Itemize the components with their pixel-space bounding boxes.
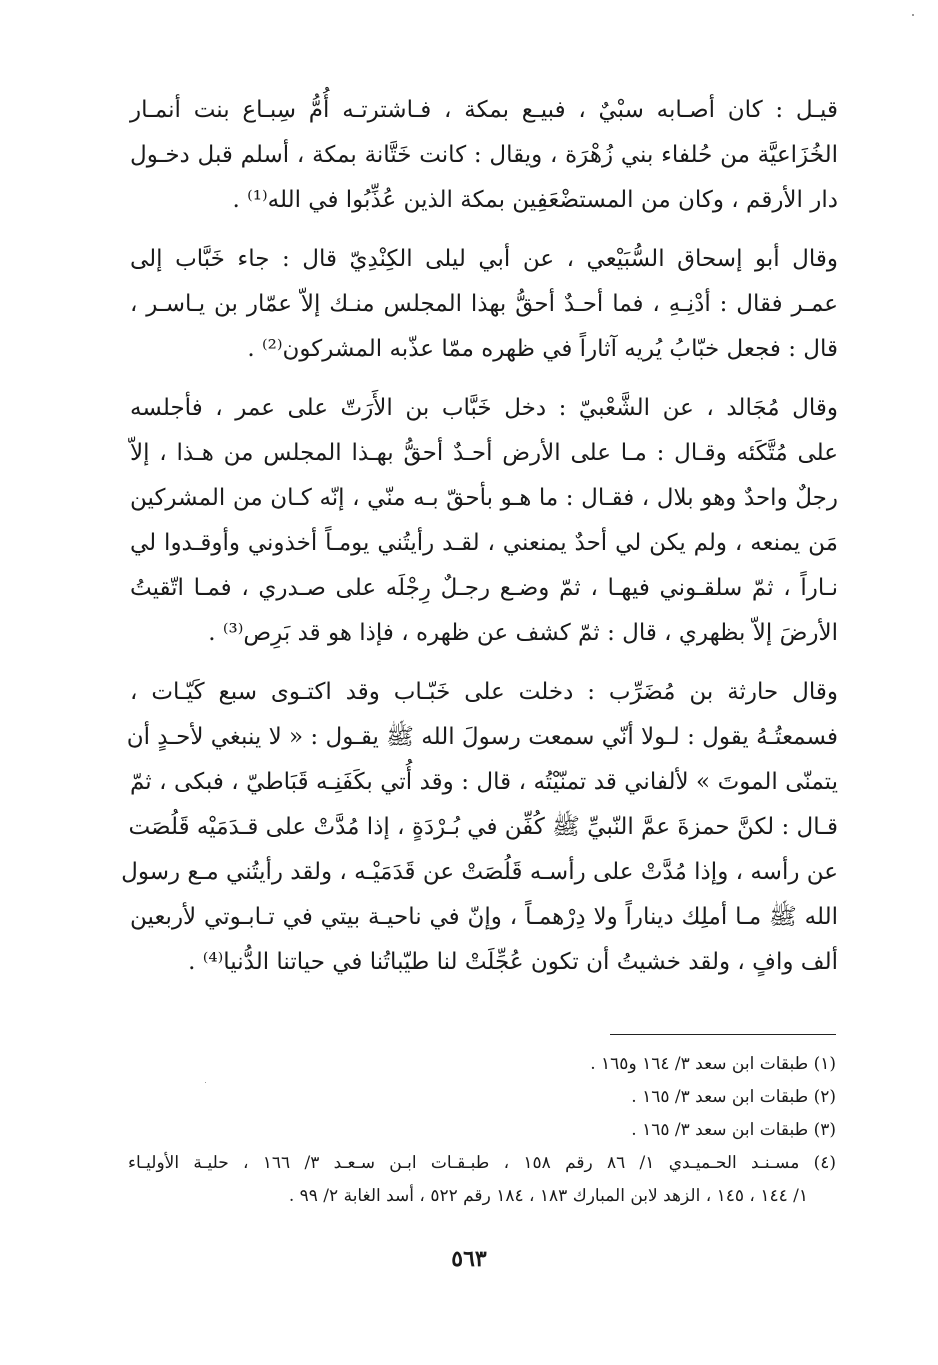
footnote-4: (٤) مسـنـد الحـميـدي ١/ ٨٦ رقم ١٥٨ ، طبـقـات ابـن سـعـد ٣/ ١٦٦ ، حليـة الأوليـاء	[128, 1153, 836, 1173]
text-line: يتمنّى الموتَ » لألفاني قد تمنّيْتُه ، قال : وقد أُتي بكَفَنِـه قَبَاطيّ ، فبكى ، ثمّ	[130, 769, 838, 795]
text-line: مَن يمنعه ، ولم يكن لي أحدٌ يمنعني ، لقـد رأيتُني يومـاً أخذوني وأوقـدوا لي	[130, 530, 838, 556]
footnotes	[128, 1048, 836, 1213]
scan-speck	[205, 1082, 206, 1083]
text-line: فسمعتُـهُ يقول : لـولا أنّي سمعت رسولَ الله ﷺ يقـول : « لا ينبغي لأحـدٍ أن	[126, 724, 838, 750]
footnote-4-continuation: ١/ ١٤٤ ، ١٤٥ ، الزهد لابن المبارك ١٨٣ ، ١٨٤ رقم ٥٢٢ ، أسد الغابة ٢/ ٩٩ .	[288, 1186, 808, 1206]
paragraph-4	[121, 670, 838, 985]
text-line: دار الأرقم ، وكان من المستضْعَفِين بمكة الذين عُذِّبُوا في الله⁽¹⁾ .	[232, 187, 838, 213]
paragraph-1	[130, 88, 838, 223]
text-line: رجلٌ واحدٌ وهو بلال ، فقـال : ما هـو بأحقّ بـه منّي ، إنّه كـان من المشركين	[130, 485, 838, 511]
text-line: قـال : لكنَّ حمزةَ عمَّ النّبيِّ ﷺ كُفِّن في بُـرْدَةٍ ، إذا مُدَّتْ على قـدَمَيْه قَلُصَت	[128, 814, 838, 840]
main-text	[121, 88, 838, 999]
footnote-1: (١) طبقات ابن سعد ٣/ ١٦٤ و١٦٥ .	[590, 1054, 836, 1074]
paragraph-3	[130, 386, 838, 656]
text-line: قيـل : كان أصـابه سبْيٌ ، فبيـع بمكة ، فـاشترتـه أُمُّ سِبـاع بنت أنمـار	[130, 97, 838, 123]
footnote-separator	[610, 1034, 836, 1035]
text-line: الأرضَ إلاّ بظهري ، قال : ثمّ كشف عن ظهره ، فإذا هو قد بَرِص⁽³⁾ .	[208, 620, 838, 646]
text-line: عن رأسه ، وإذا مُدَّتْ على رأسـه قَلُصَتْ عن قَدَمَيْـه ، ولقد رأيتُني مـع رسول	[121, 859, 838, 885]
scan-speck	[912, 14, 914, 16]
text-line: نـاراً ، ثمّ سلقـوني فيهـا ، ثمّ وضـع رجـلٌ رِجْلَه على صـدري ، فمـا اتّقيتُ	[130, 575, 838, 601]
text-line: الله ﷺ مـا أملِك ديناراً ولا دِرْهمـاً ، وإنّ في ناحيـة بيتي في تـابـوتي لأربعين	[130, 904, 838, 930]
text-line: على مُتَّكَئه وقـال : مـا على الأرض أحـدٌ أحقُّ بهـذا المجلس من هـذا ، إلاّ	[130, 440, 838, 466]
text-line: عمـر فقال : أدْنِـهِ ، فما أحـدٌ أحقُّ بهذا المجلس منـك إلاّ عمّار بن يـاسـر ،	[130, 291, 838, 317]
text-line: الخُزَاعيَّة من حُلفاء بني زُهْرَة ، ويقال : كانت خَتَّانة بمكة ، أسلم قبل دخـول	[130, 142, 838, 168]
text-line: وقال مُجَالد ، عن الشَّعْبيّ : دخل خَبَّاب بن الأَرَتّ على عمر ، فأجلسه	[130, 395, 838, 421]
footnote-2: (٢) طبقات ابن سعد ٣/ ١٦٥ .	[631, 1087, 836, 1107]
paragraph-2	[130, 237, 838, 372]
footnote-3: (٣) طبقات ابن سعد ٣/ ١٦٥ .	[631, 1120, 836, 1140]
page-number: ٥٦٣	[451, 1246, 487, 1272]
text-line: وقال حارثة بن مُضَرِّب : دخلت على خَبّـاب وقد اكتـوى سبع كَيّـات ،	[130, 679, 838, 705]
text-line: ألف وافٍ ، ولقد خشيتُ أن تكون عُجِّلَتْ لنا طيّباتُنا في حياتنا الدُّنيا⁽⁴⁾ .	[188, 949, 838, 975]
text-line: وقال أبو إسحاق السُّبَيْعي ، عن أبي ليلى الكِنْدِيّ قال : جاء خَبَّاب إلى	[130, 246, 838, 272]
text-line: قال : فجعل خبّابُ يُريه آثاراً في ظهره ممّا عذّبه المشركون⁽²⁾ .	[247, 336, 838, 362]
